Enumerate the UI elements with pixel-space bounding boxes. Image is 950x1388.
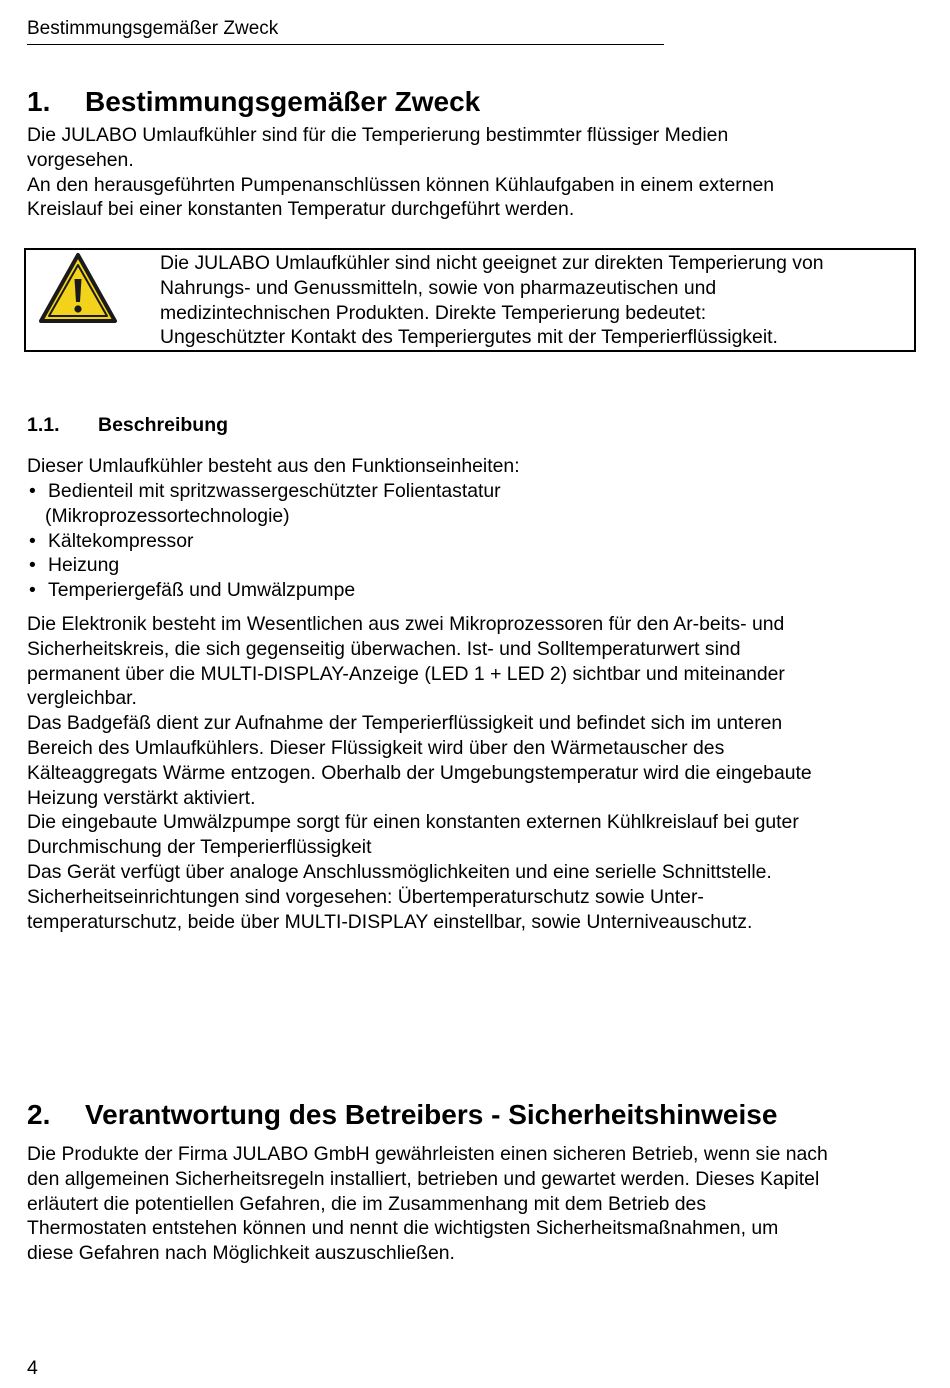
list-item-text: Kältekompressor	[48, 529, 194, 552]
page-number: 4	[27, 1357, 38, 1379]
section-1-heading	[27, 86, 480, 118]
section-1-1-body: Die Elektronik besteht im Wesentlichen aus zwei Mikroprozessoren für den Ar-beits- und Sicherheitskreis, die sich gegenseitig überwachen. Ist- und Solltemperaturwert sind permanent über die MULTI-DISPLAY-Anzeige (LED 1 + LED 2) sichtbar und miteinander vergleichbar. Das Badgefäß dient zur Aufnahme der Temperierflüssigkeit und befindet sich im unteren Bereich des Umlaufkühlers. Dieser Flüssigkeit wird über den Wärmetauscher des Kälteaggregats Wärme entzogen. Oberhalb der Umgebungstemperatur wird die eingebaute Heizung verstärkt aktiviert. Die eingebaute Umwälzpumpe sorgt für einen konstanten externen Kühlkreislauf bei guter Durchmischung der Temperierflüssigkeit Das Gerät verfügt über analoge Anschlussmöglichkeiten und eine serielle Schnittstelle. Sicherheitseinrichtungen sind vorgesehen: Übertemperaturschutz sowie Unter- temperaturschutz, beide über MULTI-DISPLAY einstellbar, sowie Unterniveauschutz.	[27, 613, 812, 933]
bullet-icon: •	[29, 529, 36, 552]
section-1-title: Bestimmungsgemäßer Zweck	[85, 86, 481, 117]
bullet-icon: •	[29, 480, 36, 502]
section-2-title: Verantwortung des Betreibers - Sicherheitshinweise	[85, 1099, 778, 1130]
warning-triangle-icon	[38, 252, 118, 324]
function-units-list	[27, 479, 907, 603]
bullet-icon: •	[29, 579, 36, 602]
list-item-text: Heizung	[48, 554, 120, 577]
section-1-1-intro: Dieser Umlaufkühler besteht aus den Funktionseinheiten:	[27, 455, 520, 477]
list-item	[27, 553, 907, 578]
list-item-text: Temperiergefäß und Umwälzpumpe	[48, 579, 356, 602]
list-item	[27, 529, 907, 554]
running-header: Bestimmungsgemäßer Zweck	[27, 17, 664, 45]
section-1-1-heading	[27, 413, 228, 437]
list-item	[27, 578, 907, 603]
section-1-paragraph: Die JULABO Umlaufkühler sind für die Temperierung bestimmter flüssiger Medien vorgesehen. An den herausgeführten Pumpenanschlüssen können Kühlaufgaben in einem externen Kreislauf bei einer konstanten Temperatur durchgeführt werden.	[27, 124, 775, 221]
section-1-1-number: 1.1.	[27, 414, 60, 436]
warning-box	[24, 248, 916, 352]
list-item	[27, 479, 907, 529]
section-2-paragraph: Die Produkte der Firma JULABO GmbH gewährleisten einen sicheren Betrieb, wenn sie nach den allgemeinen Sicherheitsregeln installiert, betrieben und gewartet werden. Dieses Kapitel erläutert die potentiellen Gefahren, die im Zusammenhang mit dem Betrieb des Thermostaten entstehen können und nennt die wichtigsten Sicherheitsmaßnahmen, um diese Gefahren nach Möglichkeit auszuschließen.	[27, 1143, 828, 1265]
section-2-number: 2.	[27, 1099, 51, 1130]
list-item-continuation: (Mikroprozessortechnologie)	[45, 504, 290, 527]
section-2-heading	[27, 1099, 777, 1131]
section-1-number: 1.	[27, 86, 51, 117]
bullet-icon: •	[29, 554, 36, 577]
section-1-1-title: Beschreibung	[98, 414, 229, 436]
warning-text: Die JULABO Umlaufkühler sind nicht geeignet zur direkten Temperierung von Nahrungs- und Genussmitteln, sowie von pharmazeutischen und medizintechnischen Produkten. Direkte Temperierung bedeutet: Ungeschützter Kontakt des Temperiergutes mit der Temperierflüssigkeit.	[160, 252, 824, 349]
list-item-text: Bedienteil mit spritzwassergeschützter Folientastatur	[48, 480, 501, 502]
